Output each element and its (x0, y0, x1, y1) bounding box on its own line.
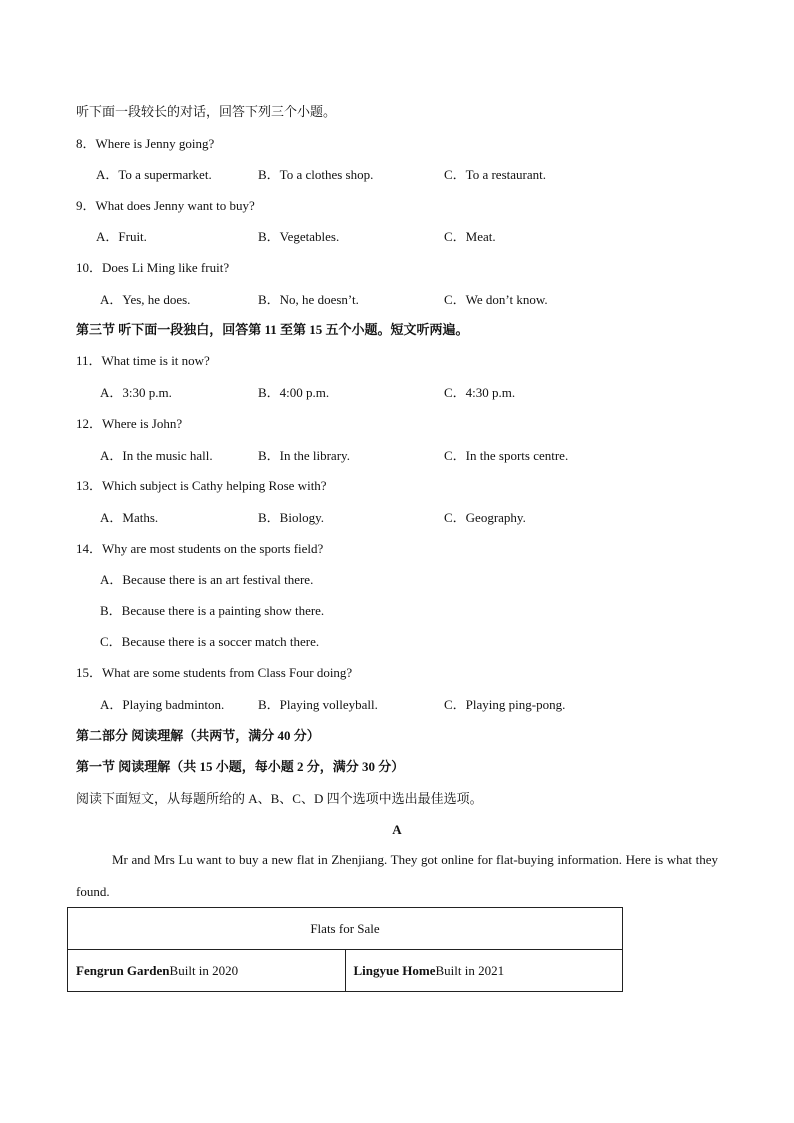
q11-option-a: A．3:30 p.m. (100, 385, 172, 400)
lingyue-home-name: Lingyue Home (353, 962, 436, 978)
question-11: 11．What time is it now? (76, 353, 210, 368)
question-15: 15．What are some students from Class Four doing? (76, 665, 353, 680)
fengrun-built-year: Built in 2020 (169, 962, 239, 978)
q11-option-b: B．4:00 p.m. (258, 385, 330, 400)
table-cell-lingyue (345, 950, 623, 992)
question-10: 10．Does Li Ming like fruit? (76, 260, 230, 275)
q15-option-c: C．Playing ping-pong. (444, 697, 566, 712)
part-2-section-1-heading: 第一节 阅读理解（共 15 小题，每小题 2 分，满分 30 分） (76, 759, 405, 774)
fengrun-garden-name: Fengrun Garden (76, 962, 170, 978)
passage-text: Mr and Mrs Lu want to buy a new flat in Zhenjiang. They got online for flat-buying information. Here is what they found. (76, 852, 718, 899)
table-title: Flats for Sale (68, 908, 623, 950)
question-14: 14．Why are most students on the sports field? (76, 541, 324, 556)
q13-option-a: A．Maths. (100, 510, 159, 525)
question-12: 12．Where is John? (76, 416, 183, 431)
part-2-heading: 第二部分 阅读理解（共两节，满分 40 分） (76, 728, 320, 743)
flats-for-sale-table (67, 907, 623, 992)
q15-option-b: B．Playing volleyball. (258, 697, 378, 712)
table-cell-fengrun (68, 950, 346, 992)
q11-option-c: C．4:30 p.m. (444, 385, 516, 400)
q9-option-a: A．Fruit. (96, 229, 147, 244)
q12-option-c: C．In the sports centre. (444, 448, 569, 463)
question-8: 8．Where is Jenny going? (76, 136, 215, 151)
section-3-heading: 第三节 听下面一段独白，回答第 11 至第 15 五个小题。短文听两遍。 (76, 322, 469, 337)
q13-option-c: C．Geography. (444, 510, 526, 525)
q8-option-c: C．To a restaurant. (444, 167, 546, 182)
q10-option-b: B．No, he doesn’t. (258, 292, 359, 307)
q14-option-b: B．Because there is a painting show there. (100, 603, 325, 618)
question-9: 9．What does Jenny want to buy? (76, 198, 255, 213)
q14-option-a: A．Because there is an art festival there. (100, 572, 314, 587)
lingyue-built-year: Built in 2021 (435, 962, 505, 978)
q14-option-c: C．Because there is a soccer match there. (100, 634, 320, 649)
q9-option-c: C．Meat. (444, 229, 496, 244)
q8-option-a: A．To a supermarket. (96, 167, 212, 182)
q10-option-c: C．We don’t know. (444, 292, 548, 307)
q15-option-a: A．Playing badminton. (100, 697, 225, 712)
q8-option-b: B．To a clothes shop. (258, 167, 374, 182)
q9-option-b: B．Vegetables. (258, 229, 340, 244)
q12-option-b: B．In the library. (258, 448, 350, 463)
passage-paragraph (76, 844, 718, 908)
reading-instruction: 阅读下面短文，从每题所给的 A、B、C、D 四个选项中选出最佳选项。 (76, 791, 483, 806)
dialogue-instruction: 听下面一段较长的对话，回答下列三个小题。 (76, 104, 337, 119)
q10-option-a: A．Yes, he does. (100, 292, 191, 307)
q13-option-b: B．Biology. (258, 510, 324, 525)
passage-label: A (392, 822, 402, 837)
question-13: 13．Which subject is Cathy helping Rose with? (76, 478, 327, 493)
q12-option-a: A．In the music hall. (100, 448, 213, 463)
